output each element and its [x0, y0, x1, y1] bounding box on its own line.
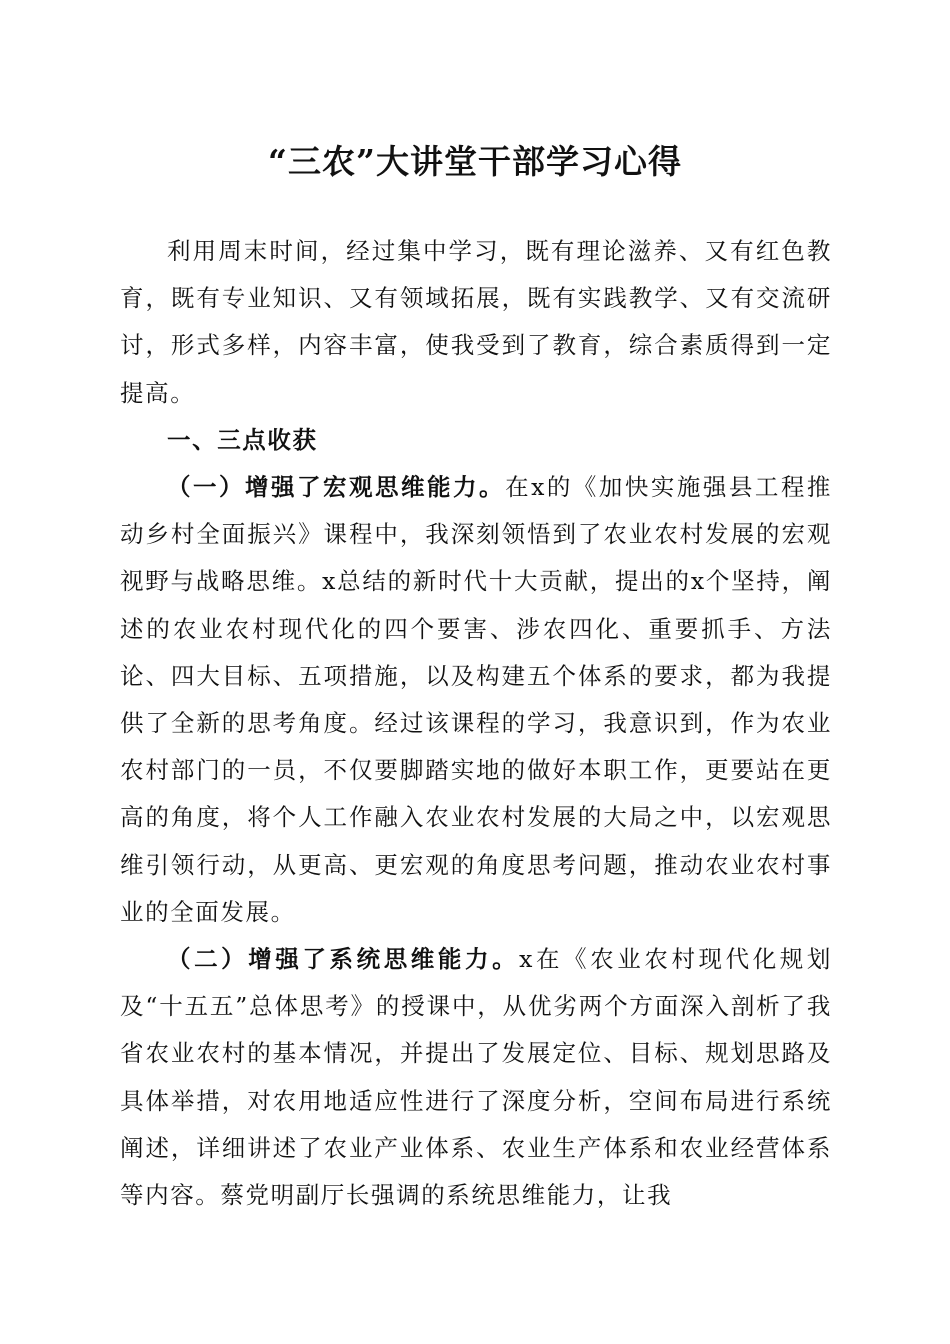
- document-title: “三农”大讲堂干部学习心得: [268, 142, 682, 181]
- section-heading: 一、三点收获: [167, 425, 318, 454]
- document-body: [120, 228, 832, 1219]
- item-text-2: x在《农业农村现代化规划及“十五五”总体思考》的授课中，从优劣两个方面深入剖析了我省农业农村的基本情况，并提出了发展定位、目标、规划思路及具体举措，对农用地适应性进行了深度分析，空间布局进行系统阐述，详细讲述了农业产业体系、农业生产体系和农业经营体系等内容。蔡党明副厅长强调的系统思维能力，让我: [120, 945, 832, 1210]
- item-lead-1: （一）增强了宏观思维能力。: [167, 473, 506, 502]
- intro-paragraph: 利用周末时间，经过集中学习，既有理论滋养、又有红色教育，既有专业知识、又有领域拓展，既有实践教学、又有交流研讨，形式多样，内容丰富，使我受到了教育，综合素质得到一定提高。: [120, 237, 832, 407]
- item-paragraph-1: [120, 464, 832, 936]
- item-text-1: 在x的《加快实施强县工程推动乡村全面振兴》课程中，我深刻领悟到了农业农村发展的宏观视野与战略思维。x总结的新时代十大贡献，提出的x个坚持，阐述的农业农村现代化的四个要害、涉农四化、重要抓手、方法论、四大目标、五项措施，以及构建五个体系的要求，都为我提供了全新的思考角度。经过该课程的学习，我意识到，作为农业农村部门的一员，不仅要脚踏实地的做好本职工作，更要站在更高的角度，将个人工作融入农业农村发展的大局之中，以宏观思维引领行动，从更高、更宏观的角度思考问题，推动农业农村事业的全面发展。: [120, 473, 832, 926]
- item-paragraph-2: [120, 936, 832, 1219]
- item-lead-2: （二）增强了系统思维能力。: [167, 945, 520, 974]
